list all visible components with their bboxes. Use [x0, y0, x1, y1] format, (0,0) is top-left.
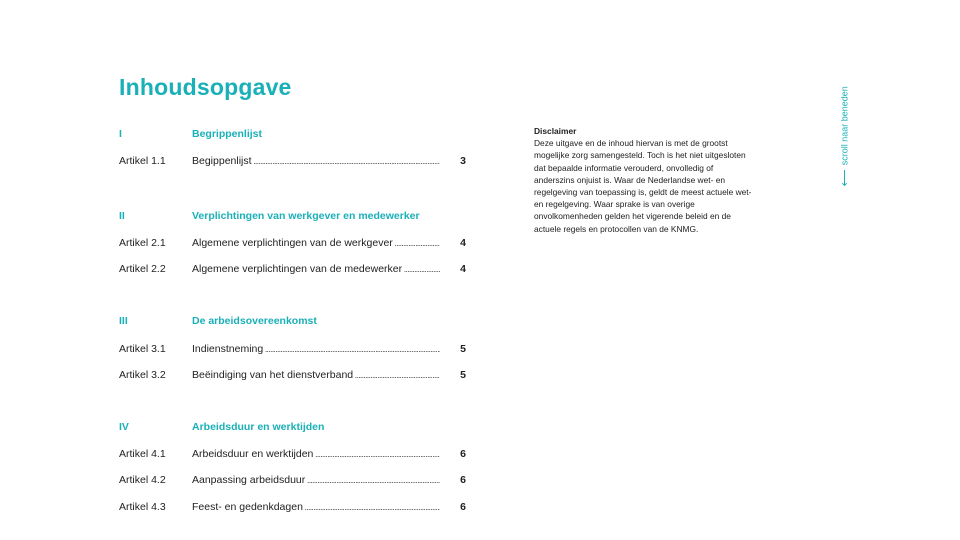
article-title: Begippenlijst ..... — [192, 155, 440, 167]
article-title: Indienstneming ..... — [192, 343, 440, 355]
article-title: Feest- en gedenkdagen ..... — [192, 501, 440, 513]
article-number: Artikel 1.1 — [119, 155, 166, 167]
article-number: Artikel 3.1 — [119, 343, 166, 355]
article-number: Artikel 4.1 — [119, 448, 166, 460]
disclaimer-line: dat bepaalde informatie verouderd, onvolledig of — [534, 162, 714, 173]
disclaimer — [534, 125, 774, 235]
toc-entry[interactable] — [119, 263, 466, 277]
page-number: 4 — [460, 263, 466, 275]
article-title: Beëindiging van het dienstverband ..... — [192, 369, 440, 381]
page-number: 5 — [460, 343, 466, 355]
scroll-down-hint[interactable] — [838, 72, 852, 187]
article-number: Artikel 3.2 — [119, 369, 166, 381]
section-name: Begrippenlijst — [192, 128, 263, 140]
disclaimer-line: anderszins onjuist is. Waar de Nederlandse wet- en — [534, 174, 726, 185]
toc-entry[interactable] — [119, 369, 466, 383]
article-title: Algemene verplichtingen van de medewerker ..... — [192, 263, 440, 275]
disclaimer-heading: Disclaimer — [534, 126, 577, 136]
article-number: Artikel 4.3 — [119, 501, 166, 513]
scroll-hint-label: scroll naar beneden — [839, 86, 850, 166]
section-number: III — [119, 315, 128, 327]
page-number: 3 — [460, 155, 466, 167]
disclaimer-line: en regelgeving. Waar sprake is van overige — [534, 199, 695, 210]
toc-entry[interactable] — [119, 155, 466, 169]
article-title: Algemene verplichtingen van de werkgever ..... — [192, 237, 440, 249]
article-number: Artikel 4.2 — [119, 474, 166, 486]
section-number: I — [119, 128, 122, 140]
page-number: 5 — [460, 369, 466, 381]
section-name: Verplichtingen van werkgever en medewerker — [192, 210, 420, 222]
section-name: Arbeidsduur en werktijden — [192, 421, 325, 433]
page-number: 6 — [460, 501, 466, 513]
page-number: 4 — [460, 237, 466, 249]
disclaimer-line: actuele regels en protocollen van de KNMG. — [534, 223, 699, 234]
arrow-down-icon: ⟵ — [837, 169, 852, 187]
article-title: Arbeidsduur en werktijden ..... — [192, 448, 440, 460]
page-title: Inhoudsopgave — [119, 74, 292, 100]
section-number: IV — [119, 421, 129, 433]
article-number: Artikel 2.1 — [119, 237, 166, 249]
section-number: II — [119, 210, 125, 222]
toc-entry[interactable] — [119, 343, 466, 357]
disclaimer-line: regelgeving van toepassing is, geldt de meest actuele wet- — [534, 187, 752, 198]
page-number: 6 — [460, 448, 466, 460]
toc-entry[interactable] — [119, 237, 466, 251]
page-number: 6 — [460, 474, 466, 486]
disclaimer-line: onvolkomenheden gelden het vigerende beleid en de — [534, 211, 731, 222]
article-title: Aanpassing arbeidsduur ..... — [192, 474, 440, 486]
section-name: De arbeidsovereenkomst — [192, 315, 317, 327]
disclaimer-line: Deze uitgave en de inhoud hiervan is met de grootst — [534, 138, 728, 149]
toc-entry[interactable] — [119, 474, 466, 488]
article-number: Artikel 2.2 — [119, 263, 166, 275]
disclaimer-line: mogelijke zorg samengesteld. Toch is het niet uitgesloten — [534, 150, 746, 161]
toc-entry[interactable] — [119, 501, 466, 515]
toc-entry[interactable] — [119, 448, 466, 462]
